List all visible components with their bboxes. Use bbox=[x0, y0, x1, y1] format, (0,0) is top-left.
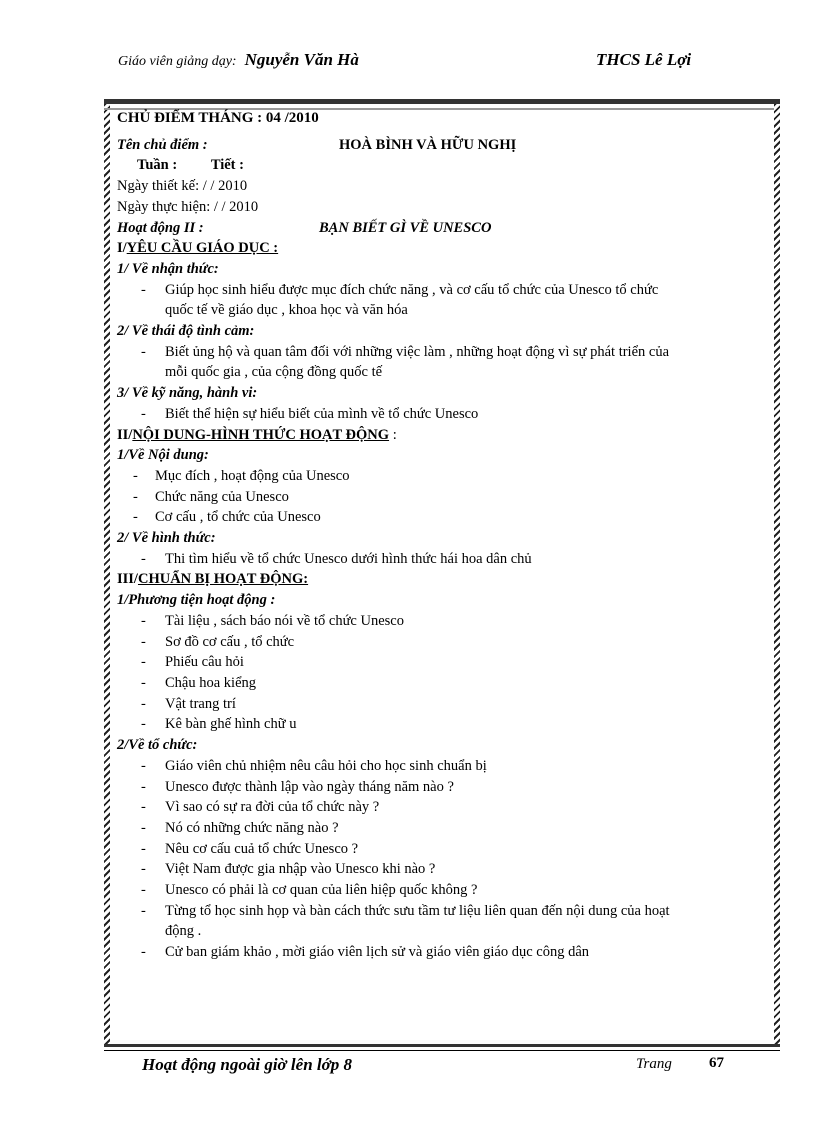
knowledge-title: 1/ Về nhận thức: bbox=[117, 260, 219, 277]
footer-page-number: 67 bbox=[709, 1055, 724, 1071]
list-item: - Cơ cấu , tổ chức của Unesco bbox=[117, 507, 780, 528]
attitude-title: 2/ Về thái độ tình cảm: bbox=[117, 323, 255, 340]
list-item: - Mục đích , hoạt động của Unesco bbox=[117, 466, 780, 487]
section-2-roman: II/ bbox=[117, 426, 133, 443]
footer-course: Hoạt động ngoài giờ lên lớp 8 bbox=[142, 1055, 352, 1074]
page-header bbox=[118, 50, 718, 74]
list-item: - Vật trang trí bbox=[117, 694, 780, 715]
section-1-title: YÊU CẦU GIÁO DỤC : bbox=[126, 240, 279, 257]
teacher-label: Giáo viên giảng dạy: bbox=[118, 54, 237, 69]
list-item: - Chức năng của Unesco bbox=[117, 487, 780, 508]
means-title: 1/Phương tiện hoạt động : bbox=[117, 592, 276, 609]
list-item-cont: động . bbox=[165, 923, 202, 940]
list-item: - Unesco có phải là cơ quan của liên hiệp quốc không ? bbox=[117, 880, 780, 901]
attitude-item-cont: mỗi quốc gia , của cộng đồng quốc tế bbox=[165, 364, 383, 381]
page-footer bbox=[104, 1050, 780, 1077]
activity-row bbox=[117, 218, 780, 239]
section-3-roman: III/ bbox=[117, 571, 138, 588]
form-item: - Thi tìm hiểu về tổ chức Unesco dưới hình thức hái hoa dân chủ bbox=[117, 549, 780, 570]
list-item: - Nêu cơ cấu cuả tổ chức Unesco ? bbox=[117, 839, 780, 860]
knowledge-item: - Giúp học sinh hiểu được mục đích chức năng , và cơ cấu tổ chức của Unesco tổ chức bbox=[117, 280, 780, 301]
list-item: - Từng tổ học sinh họp và bàn cách thức sưu tầm tư liệu liên quan đến nội dung của hoạt bbox=[117, 901, 780, 922]
org-title: 2/Về tổ chức: bbox=[117, 737, 198, 754]
list-item: - Tài liệu , sách báo nói về tổ chức Unesco bbox=[117, 611, 780, 632]
month-title: CHỦ ĐIỂM THÁNG : 04 /2010 bbox=[117, 110, 319, 126]
exec-date: Ngày thực hiện: / / 2010 bbox=[117, 198, 259, 215]
section-2-heading bbox=[117, 425, 780, 446]
activity-label: Hoạt động II : bbox=[117, 219, 204, 236]
list-item: - Vì sao có sự ra đời của tổ chức này ? bbox=[117, 797, 780, 818]
activity-title: BẠN BIẾT GÌ VỀ UNESCO bbox=[319, 219, 492, 236]
list-item: - Phiếu câu hỏi bbox=[117, 652, 780, 673]
section-3-title: CHUẨN BỊ HOẠT ĐỘNG: bbox=[137, 571, 309, 588]
section-1-heading bbox=[117, 238, 780, 259]
skill-item: - Biết thể hiện sự hiểu biết của mình về tổ chức Unesco bbox=[117, 404, 780, 425]
lesson-label: Tiết : bbox=[210, 157, 244, 174]
section-1-roman: I/ bbox=[117, 240, 127, 257]
list-item: - Kê bàn ghế hình chữ u bbox=[117, 714, 780, 735]
teacher-name: Nguyễn Văn Hà bbox=[244, 50, 359, 69]
footer-page-label: Trang bbox=[636, 1056, 672, 1072]
list-item: - Việt Nam được gia nhập vào Unesco khi nào ? bbox=[117, 859, 780, 880]
week-row bbox=[117, 155, 780, 176]
theme-row bbox=[117, 135, 780, 156]
lesson-content bbox=[117, 108, 780, 963]
list-item: - Cử ban giám khảo , mời giáo viên lịch sử và giáo viên giáo dục công dân bbox=[117, 942, 780, 963]
skill-title: 3/ Về kỹ năng, hành vi: bbox=[117, 385, 258, 402]
design-date: Ngày thiết kế: / / 2010 bbox=[117, 178, 248, 195]
section-2-title: NỘI DUNG-HÌNH THỨC HOẠT ĐỘNG bbox=[132, 426, 390, 443]
theme-label: Tên chủ điểm : bbox=[117, 136, 208, 153]
list-item: - Unesco được thành lập vào ngày tháng năm nào ? bbox=[117, 777, 780, 798]
attitude-item: - Biết ủng hộ và quan tâm đối với những việc làm , những hoạt động vì sự phát triển của bbox=[117, 342, 780, 363]
knowledge-item-cont: quốc tế về giáo dục , khoa học và văn hóa bbox=[165, 302, 408, 319]
list-item: - Sơ đồ cơ cấu , tổ chức bbox=[117, 632, 780, 653]
list-item: - Nó có những chức năng nào ? bbox=[117, 818, 780, 839]
section-2-colon: : bbox=[389, 426, 397, 443]
list-item: - Giáo viên chủ nhiệm nêu câu hỏi cho học sinh chuẩn bị bbox=[117, 756, 780, 777]
section-3-heading bbox=[117, 569, 780, 590]
theme-value: HOÀ BÌNH VÀ HỮU NGHỊ bbox=[339, 136, 517, 153]
week-label: Tuần : bbox=[137, 157, 178, 174]
list-item: - Chậu hoa kiểng bbox=[117, 673, 780, 694]
form-title: 2/ Về hình thức: bbox=[117, 530, 216, 547]
school-name: THCS Lê Lợi bbox=[596, 50, 692, 69]
content-title: 1/Về Nội dung: bbox=[117, 447, 209, 464]
